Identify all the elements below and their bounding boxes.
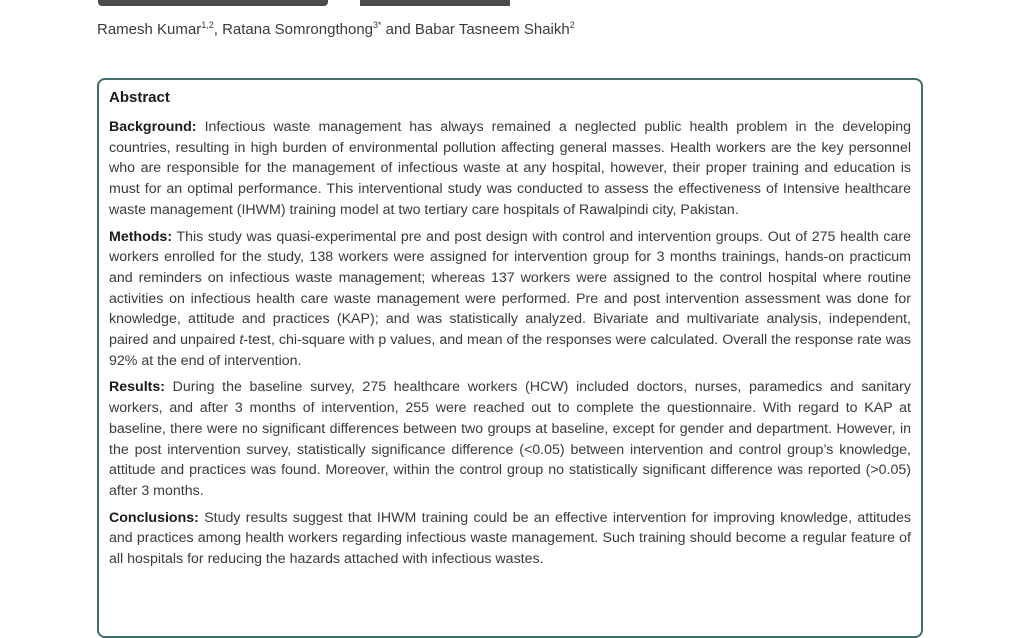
affiliation-marker: 2 [569,20,575,30]
abstract-box [97,78,923,638]
t-test-italic: t [239,332,244,349]
affiliation-marker: 1,2 [201,20,214,30]
section-label: Results: [109,379,165,396]
section-text: -test, chi-square with p values, and mean of the responses were calculated. Overall the response rate was 92% at the end of intervention. [109,332,912,369]
abstract-results [109,377,911,501]
author-separator: , [213,21,223,38]
abstract-heading: Abstract [109,89,170,106]
author-name: Babar Tasneem Shaikh [414,21,570,38]
author-line [97,20,575,38]
author-name: Ramesh Kumar [97,21,202,38]
author-separator: and [381,21,415,38]
section-label: Conclusions: [109,509,199,526]
section-label: Background: [109,119,197,135]
section-text: During the baseline survey, 275 healthcare workers (HCW) included doctors, nurses, paramedics and sanitary workers, and after 3 months of intervention, 255 were reached out to complete the questionnaire. With regard to KAP at baseline, there were no significant differences between two groups at baseline, except for gender and department. However, in the post intervention survey, statistically significance difference (<0.05) between intervention and control group’s knowledge, attitude and practices was found. Moreover, within the control group no statistically significant difference was reported (>0.05) after 3 months. [109,379,911,499]
abstract-background [109,117,911,221]
abstract-conclusions [109,508,911,570]
author-name: Ratana Somrongthong [222,21,373,38]
section-text: Infectious waste management has always remained a neglected public health problem in the developing countries, resulting in high burden of environmental pollution affecting general masses. Health workers are the key personnel who are responsible for the management of infectious waste at any hospital, however, their proper training and education is must for an optimal performance. This interventional study was conducted to assess the effectiveness of Intensive healthcare waste management (IHWM) training model at two tertiary care hospitals of Rawalpindi city, Pakistan. [109,119,911,218]
section-text: Study results suggest that IHWM training could be an effective intervention for improving knowledge, attitudes and practices among health workers regarding infectious waste management. Such training should become a regular feature of all hospitals for reducing the hazards attached with infectious wastes. [109,509,911,568]
section-text: This study was quasi-experimental pre and post design with control and intervention groups. Out of 275 health care workers enrolled for the study, 138 workers were assigned for intervention group for 3 months trainings, hands-on practicum and reminders on infectious waste management; whereas 137 workers were assigned to the control hospital where routine activities on infectious health care waste management were performed. Pre and post intervention assessment was done for knowledge, attitude and practices (KAP); and was statistically analyzed. Bivariate and multivariate analysis, independent, paired and unpaired [109,228,911,349]
affiliation-marker: 3* [373,20,382,30]
paper-title-fragment-2 [360,0,510,6]
paper-title-fragment [98,0,328,6]
abstract-methods [109,227,911,372]
section-label: Methods: [109,228,173,245]
